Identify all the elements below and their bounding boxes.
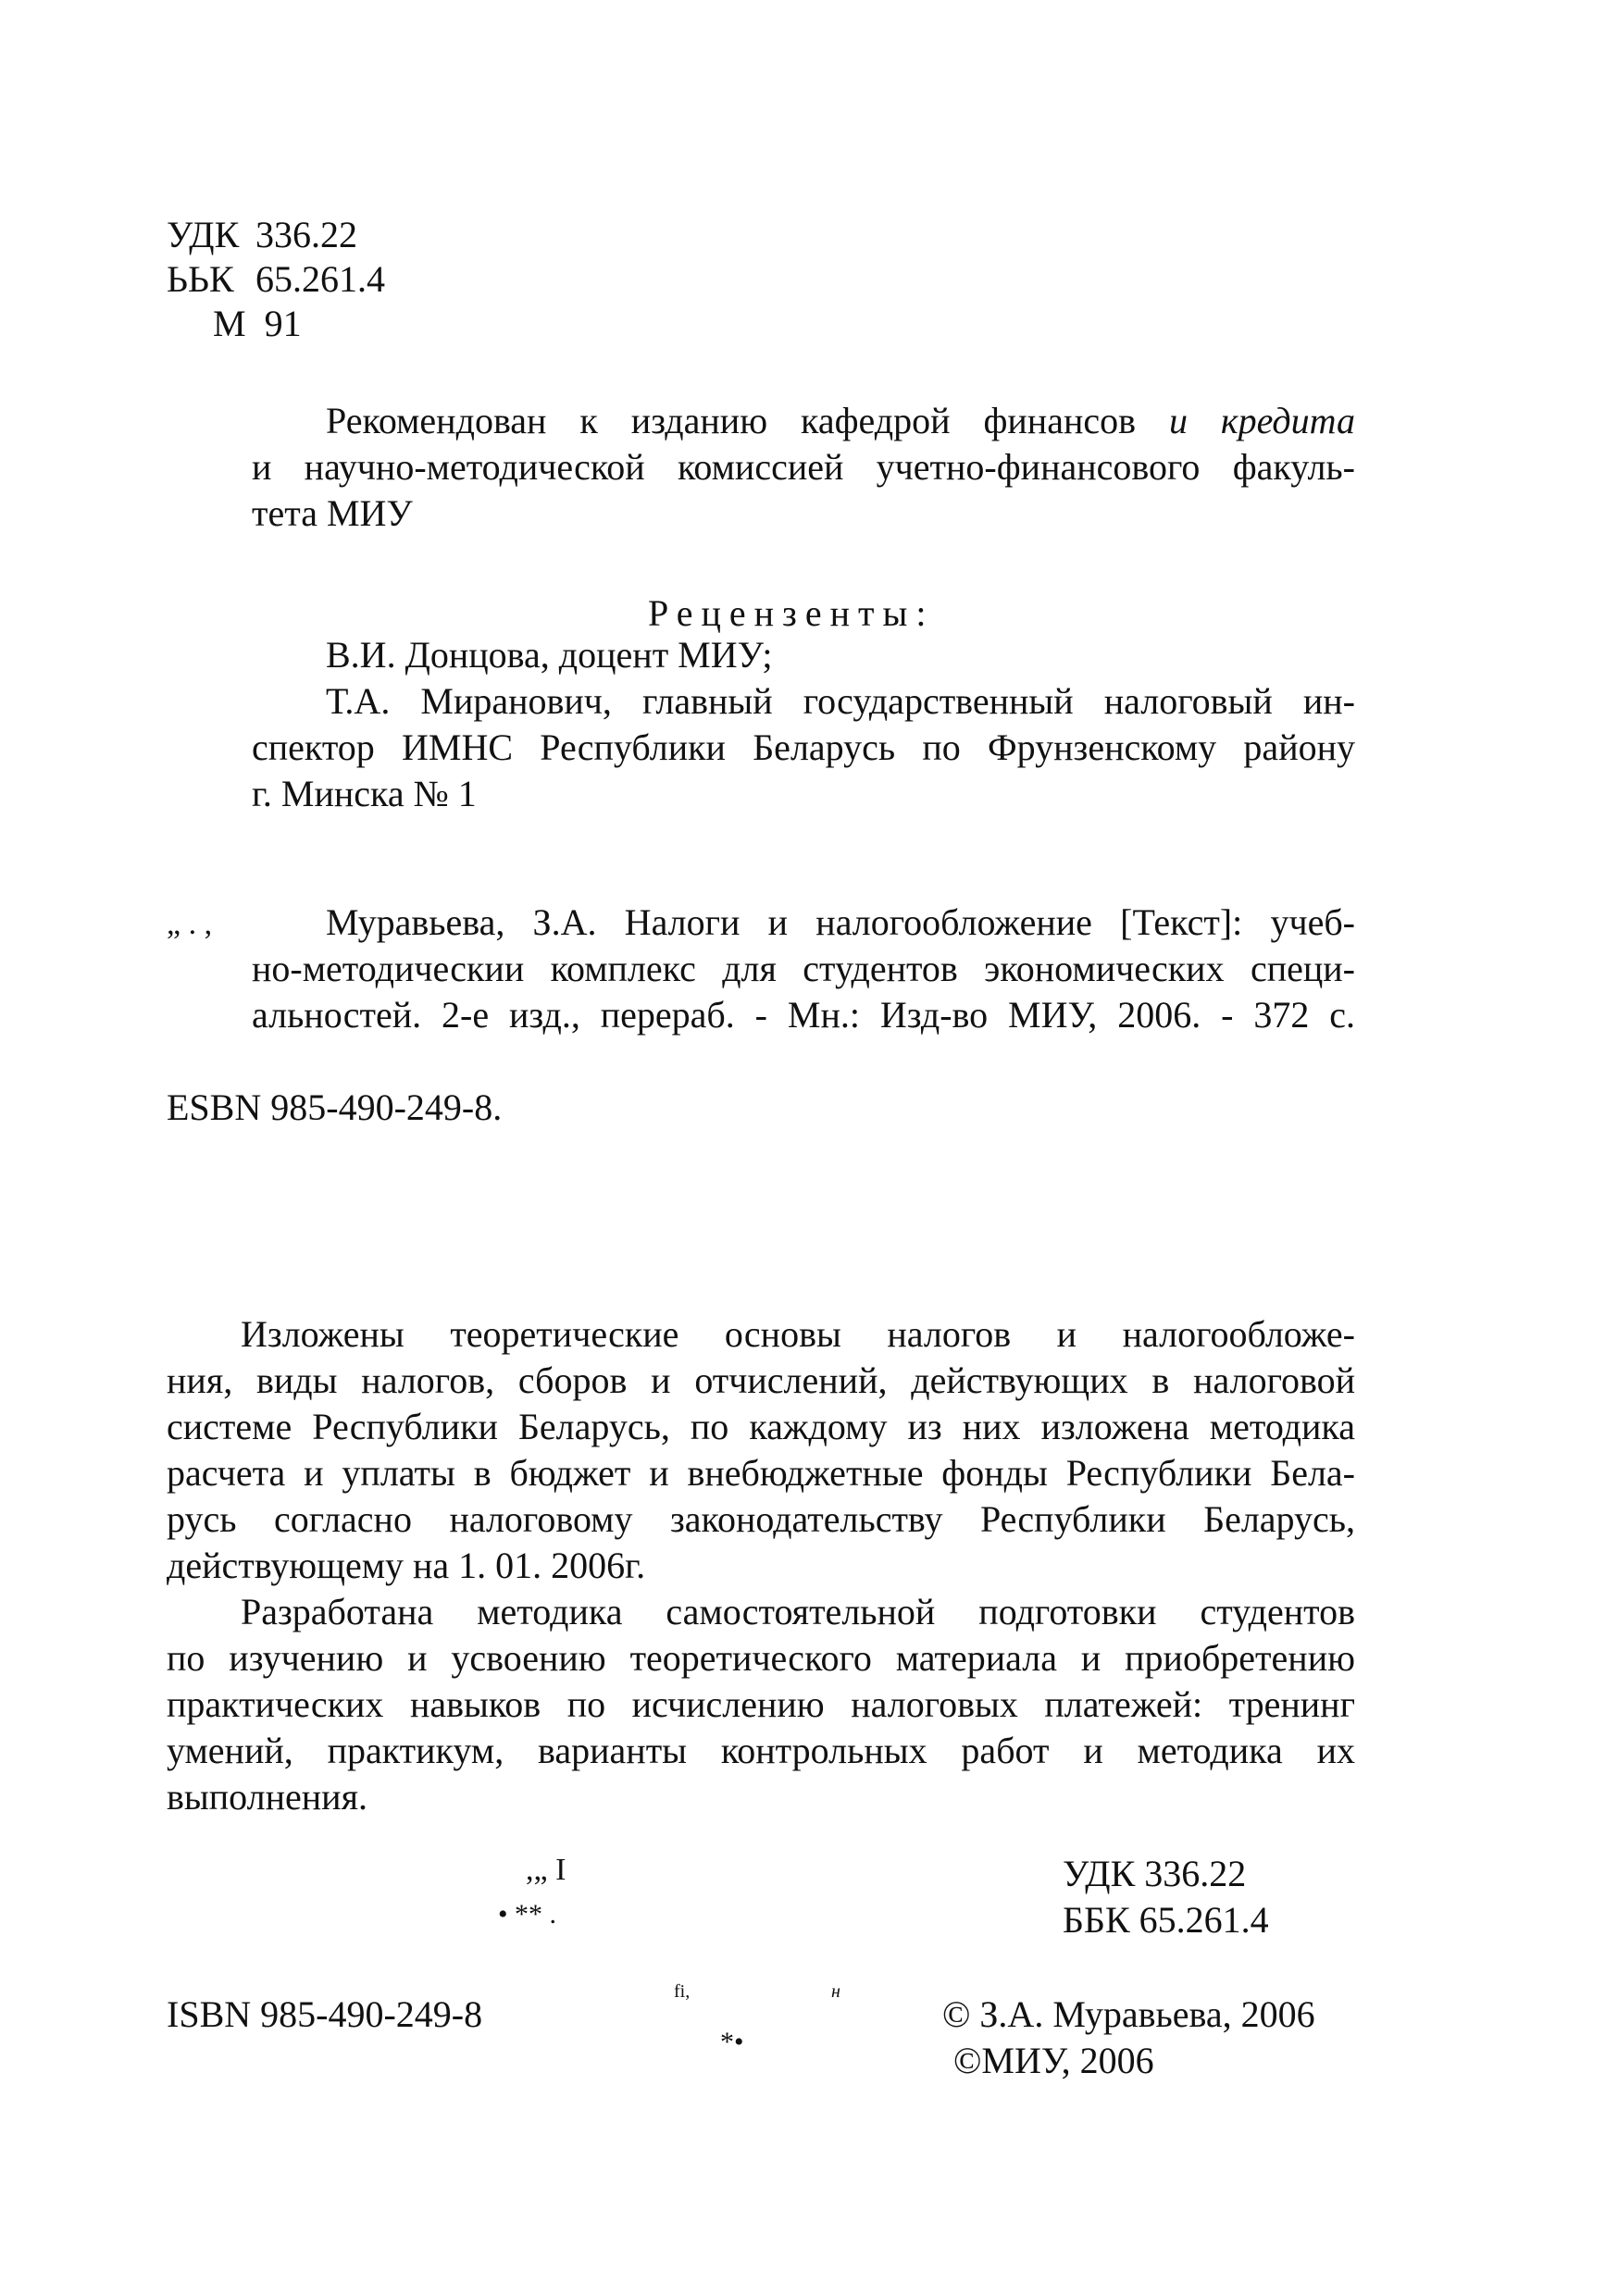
annotation-line: Изложены теоретические основы налогов и налогообложе- [241, 1313, 1355, 1355]
annotation-line: по изучению и усвоению теоретического материала и приобретению [167, 1637, 1355, 1679]
bbk-label: ЬЬК [167, 258, 234, 300]
copyright-block [942, 1992, 1315, 2084]
footer-udc: УДК 336.22 [1063, 1853, 1247, 1894]
scan-mark: fi, [674, 1981, 691, 2002]
footer-classification [1063, 1851, 1269, 1943]
annotation-line: системе Республики Беларусь, по каждому из них изложена методика [167, 1406, 1355, 1447]
annotation-line: действующему на 1. 01. 2006г. [167, 1545, 646, 1586]
catalog-line: Муравьева, З.А. Налоги и налогообложение [Текст]: учеб- [326, 901, 1355, 943]
isbn: ISBN 985-490-249-8 [167, 1993, 483, 2035]
scan-mark: • ** . [498, 1899, 557, 1930]
annotation-line: умений, практикум, варианты контрольных работ и методика их [167, 1730, 1355, 1771]
reviewer-2 [252, 678, 1355, 817]
scan-mark: н [831, 1981, 840, 2002]
reviewer-2-line: г. Минска № 1 [252, 773, 477, 814]
catalog-marks: „ . , [167, 907, 213, 941]
annotation [167, 1311, 1355, 1820]
reviewer-1: В.И. Донцова, доцент МИУ; [326, 634, 773, 676]
annotation-line: ния, виды налогов, сборов и отчислений, действующих в налоговой [167, 1359, 1355, 1401]
annotation-line: расчета и уплаты в бюджет и внебюджетные фонды Республики Бела- [167, 1452, 1355, 1494]
reviewer-2-line: Т.А. Миранович, главный государственный налоговый ин- [326, 680, 1355, 722]
author-code-row [167, 302, 385, 346]
classification-block [167, 213, 385, 346]
annotation-line: русь согласно налоговому законодательству Республики Беларусь, [167, 1498, 1355, 1540]
recommendation-text [252, 398, 1355, 537]
annotation-line: Разработана методика самостоятельной подготовки студентов [241, 1591, 1355, 1632]
footer-bbk: ББК 65.261.4 [1063, 1899, 1269, 1941]
udc-row [167, 213, 385, 257]
catalog-line: но-методическии комплекс для студентов экономических специ- [252, 948, 1355, 989]
annotation-line: выполнения. [167, 1776, 367, 1818]
author-code-label: М [213, 303, 246, 344]
udc-label: УДК [167, 214, 240, 255]
copyright-author: © З.А. Муравьева, 2006 [942, 1993, 1315, 2035]
recommendation-line: тета МИУ [252, 492, 413, 534]
scan-mark: ,„ I [526, 1853, 566, 1887]
scan-mark: *• [720, 2027, 744, 2057]
bbk-value: 65.261.4 [255, 258, 385, 300]
udc-value: 336.22 [255, 214, 357, 255]
recommendation-line: Рекомендован к изданию кафедрой финансов и кредита [326, 400, 1355, 441]
bbk-row [167, 257, 385, 302]
catalog-line: альностей. 2-е изд., перераб. - Мн.: Изд-во МИУ, 2006. - 372 с. [252, 994, 1355, 1036]
annotation-line: практических навыков по исчислению налоговых платежей: тренинг [167, 1683, 1355, 1725]
catalog-entry [252, 900, 1355, 1038]
isbn-catalog: ESBN 985-490-249-8. [167, 1086, 503, 1128]
recommendation-line: и научно-методической комиссией учетно-финансового факуль- [252, 446, 1355, 488]
author-code-value: 91 [264, 303, 302, 344]
reviewer-2-line: спектор ИМНС Республики Беларусь по Фрунзенскому району [252, 726, 1355, 768]
copyright-publisher: ©МИУ, 2006 [953, 2040, 1154, 2081]
reviewers-heading: Рецензенты: [648, 592, 935, 634]
